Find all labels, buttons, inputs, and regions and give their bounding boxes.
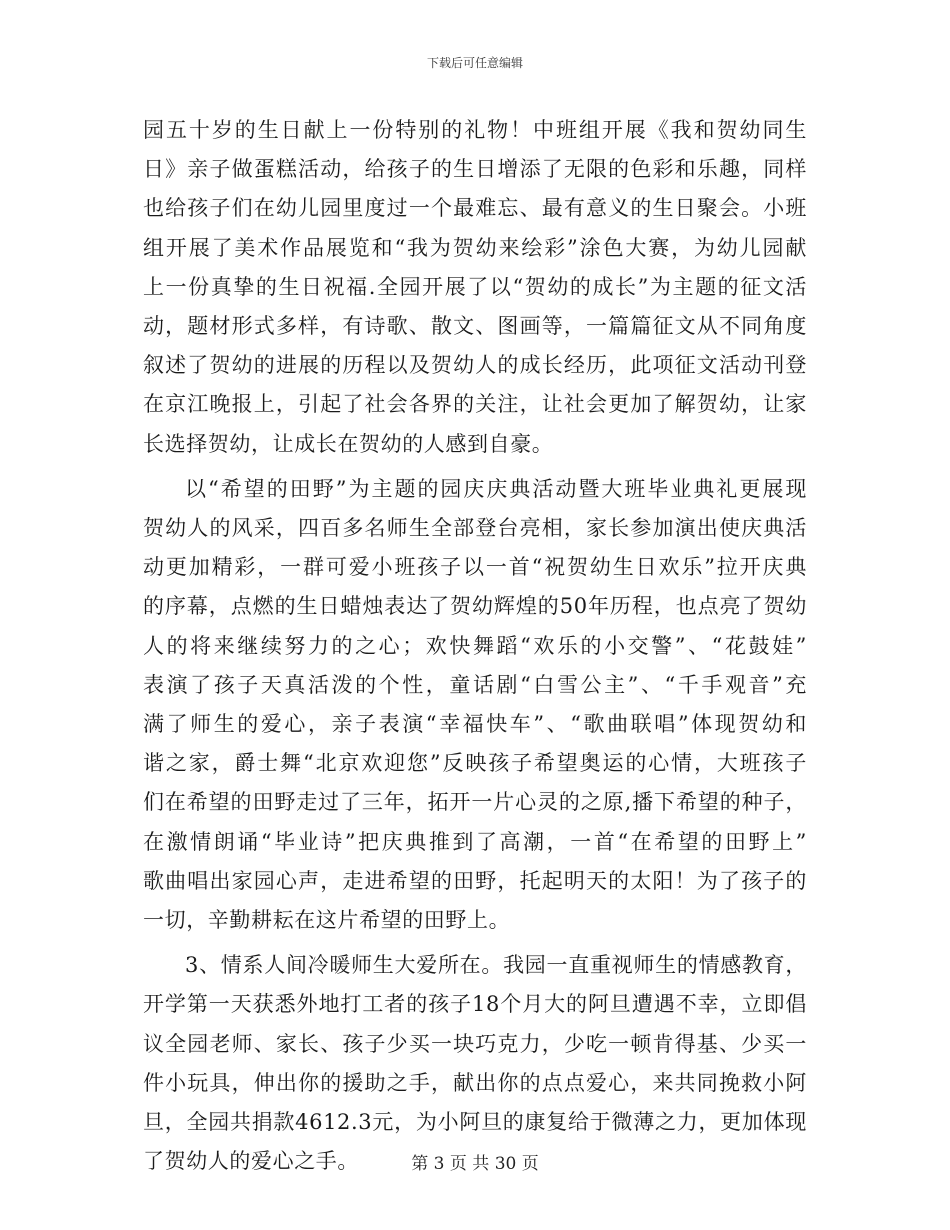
text-line: 表演了孩子天真活泼的个性，童话剧“白雪公主”、“千手观音”充 <box>143 672 807 697</box>
text-line: 的序幕，点燃的生日蜡烛表达了贺幼辉煌的50年历程，也点亮了贺幼 <box>143 594 807 619</box>
text-line: 件小玩具，伸出你的援助之手，献出你的点点爱心，来共同挽救小阿 <box>143 1070 807 1095</box>
text-line: 上一份真挚的生日祝福.全园开展了以“贺幼的成长”为主题的征文活 <box>143 274 807 299</box>
text-line: 动，题材形式多样，有诗歌、散文、图画等，一篇篇征文从不同角度 <box>143 314 807 339</box>
page-number-footer: 第 3 页 共 30 页 <box>411 1154 539 1174</box>
text-line: 3、情系人间冷暖师生大爱所在。我园一直重视师生的情感教育， <box>185 953 807 978</box>
page-header: 下载后可任意编辑 <box>426 56 523 70</box>
text-line: 长选择贺幼，让成长在贺幼的人感到自豪。 <box>143 431 554 456</box>
paragraph-3 <box>143 946 807 1181</box>
document-body <box>143 111 807 1187</box>
text-line: 动更加精彩，一群可爱小班孩子以一首“祝贺幼生日欢乐”拉开庆典 <box>143 555 807 580</box>
text-line: 在京江晚报上，引起了社会各界的关注，让社会更加了解贺幼，让家 <box>143 392 807 417</box>
text-line: 以“希望的田野”为主题的园庆庆典活动暨大班毕业典礼更展现 <box>185 476 807 501</box>
text-line: 议全园老师、家长、孩子少买一块巧克力，少吃一顿肯得基、少买一 <box>143 1031 807 1056</box>
text-line: 歌曲唱出家园心声，走进希望的田野，托起明天的太阳！为了孩子的 <box>143 868 807 893</box>
text-line: 谐之家，爵士舞“北京欢迎您”反映孩子希望奥运的心情，大班孩子 <box>143 751 807 776</box>
text-line: 开学第一天获悉外地打工者的孩子18个月大的阿旦遭遇不幸，立即倡 <box>143 992 807 1017</box>
text-line: 组开展了美术作品展览和“我为贺幼来绘彩”涂色大赛，为幼儿园献 <box>143 235 807 260</box>
text-line: 贺幼人的风采，四百多名师生全部登台亮相，家长参加演出使庆典活 <box>143 516 807 541</box>
text-line: 们在希望的田野走过了三年，拓开一片心灵的之原,播下希望的种子， <box>143 790 807 815</box>
text-line: 在激情朗诵“毕业诗”把庆典推到了高潮，一首“在希望的田野上” <box>143 829 807 854</box>
text-line: 满了师生的爱心，亲子表演“幸福快车”、“歌曲联唱”体现贺幼和 <box>143 712 807 737</box>
text-line: 叙述了贺幼的进展的历程以及贺幼人的成长经历，此项征文活动刊登 <box>143 353 807 378</box>
text-line: 了贺幼人的爱心之手。 <box>143 1149 359 1174</box>
text-line: 旦，全园共捐款4612.3元，为小阿旦的康复给于微薄之力，更加体现 <box>143 1110 807 1135</box>
paragraph-2 <box>143 470 807 940</box>
text-line: 一切，辛勤耕耘在这片希望的田野上。 <box>143 908 511 933</box>
text-line: 也给孩子们在幼儿园里度过一个最难忘、最有意义的生日聚会。小班 <box>143 196 807 221</box>
text-line: 人的将来继续努力的之心；欢快舞蹈“欢乐的小交警”、“花鼓娃” <box>143 633 807 658</box>
text-line: 日》亲子做蛋糕活动，给孩子的生日增添了无限的色彩和乐趣，同样 <box>143 157 807 182</box>
paragraph-1 <box>143 111 807 464</box>
text-line: 园五十岁的生日献上一份特别的礼物！中班组开展《我和贺幼同生 <box>143 118 807 142</box>
